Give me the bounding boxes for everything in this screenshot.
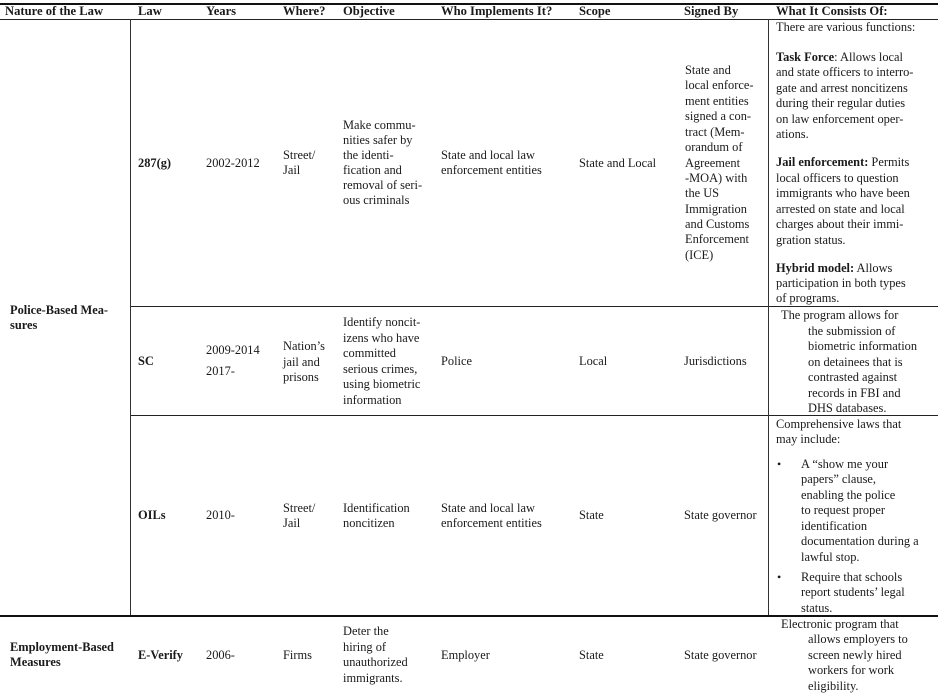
law-everify: E-Verify (138, 648, 183, 662)
hybrid-model-text: Allows (854, 261, 893, 275)
consists-sc: The program allows for (781, 308, 899, 322)
objective-everify: Deter the (343, 624, 389, 638)
where-287g: Jail (283, 163, 301, 177)
task-force-term: Task Force (776, 50, 835, 64)
consists-sc: contrasted against (808, 370, 898, 384)
group-label-employment: Measures (10, 655, 61, 669)
header-where: Where? (283, 4, 326, 18)
consists-oils-bullet1: to request proper (801, 503, 885, 517)
objective-sc: using biometric (343, 377, 421, 391)
who-oils: State and local law (441, 501, 535, 515)
objective-287g: the identi- (343, 148, 394, 162)
consists-oils-intro: Comprehensive laws that (776, 417, 902, 431)
where-sc: Nation’s (283, 339, 325, 353)
signed-287g: ment entities (685, 94, 749, 108)
signed-287g: orandum of (685, 140, 743, 154)
signed-287g: tract (Mem- (685, 125, 745, 139)
header-law: Law (138, 4, 162, 18)
consists-287g-intro: There are various functions: (776, 20, 916, 34)
consists-287g-task: and state officers to interro- (776, 65, 914, 79)
consists-287g-hybrid: participation in both types (776, 276, 906, 290)
consists-287g-task: on law enforcement oper- (776, 112, 904, 126)
header-scope: Scope (579, 4, 611, 18)
objective-287g: Make commu- (343, 118, 416, 132)
header-objective: Objective (343, 4, 395, 18)
scope-oils: State (579, 508, 604, 522)
objective-287g: removal of seri- (343, 178, 423, 192)
consists-everify: Electronic program that (781, 617, 899, 631)
consists-287g-task: gate and arrest noncitizens (776, 81, 908, 95)
consists-everify: screen newly hired (808, 648, 902, 662)
consists-everify: allows employers to (808, 632, 908, 646)
objective-sc: izens who have (343, 331, 420, 345)
objective-287g: ous criminals (343, 193, 410, 207)
who-287g: State and local law (441, 148, 535, 162)
objective-sc: information (343, 393, 402, 407)
signed-287g: Enforcement (685, 232, 749, 246)
years-sc: 2009-2014 (206, 343, 260, 357)
group-label-police: Police-Based Mea- (10, 303, 109, 317)
column-divider-consists (768, 19, 769, 615)
consists-287g-task (776, 50, 903, 65)
signed-287g: State and (685, 63, 731, 77)
objective-sc: committed (343, 346, 396, 360)
years-sc: 2017- (206, 364, 235, 378)
signed-287g: Agreement (685, 156, 741, 170)
consists-287g-hybrid (776, 261, 892, 276)
who-everify: Employer (441, 648, 490, 662)
bullet-icon: • (777, 457, 782, 471)
task-force-text: : Allows local (834, 50, 904, 64)
consists-sc: DHS databases. (808, 401, 887, 415)
header-consists: What It Consists Of: (776, 4, 888, 18)
hybrid-model-term: Hybrid model: (776, 261, 855, 275)
objective-everify: immigrants. (343, 671, 403, 685)
years-287g: 2002-2012 (206, 156, 260, 170)
header-who: Who Implements It? (441, 4, 553, 18)
objective-oils: noncitizen (343, 516, 395, 530)
header-nature: Nature of the Law (5, 4, 104, 18)
scope-everify: State (579, 648, 604, 662)
consists-oils-bullet2: status. (801, 601, 833, 615)
group-label-police: sures (10, 318, 38, 332)
objective-sc: serious crimes, (343, 362, 418, 376)
consists-287g-jail: charges about their immi- (776, 217, 904, 231)
where-oils: Street/ (283, 501, 316, 515)
objective-everify: unauthorized (343, 655, 408, 669)
signed-287g: and Customs (685, 217, 750, 231)
law-287g: 287(g) (138, 156, 172, 170)
years-oils: 2010- (206, 508, 235, 522)
consists-287g-jail: arrested on state and local (776, 202, 905, 216)
signed-sc: Jurisdictions (684, 354, 747, 368)
consists-287g-task: ations. (776, 127, 809, 141)
objective-287g: nities safer by (343, 133, 413, 147)
signed-287g: local enforce- (685, 78, 754, 92)
consists-sc: biometric information (808, 339, 918, 353)
who-287g: enforcement entities (441, 163, 542, 177)
consists-oils-bullet2: Require that schools (801, 570, 903, 584)
law-oils: OILs (138, 508, 166, 522)
consists-everify: workers for work (808, 663, 895, 677)
signed-287g: -MOA) with (685, 171, 748, 185)
law-sc: SC (138, 354, 154, 368)
objective-287g: fication and (343, 163, 402, 177)
consists-sc: records in FBI and (808, 386, 901, 400)
consists-287g-jail: immigrants who have been (776, 186, 910, 200)
header-years: Years (206, 4, 237, 18)
consists-287g-jail (776, 155, 909, 170)
header-signed: Signed By (684, 4, 739, 18)
consists-oils-intro: may include: (776, 432, 841, 446)
jail-enforcement-term: Jail enforcement: (776, 155, 869, 169)
consists-oils-bullet1: enabling the police (801, 488, 896, 502)
objective-oils: Identification (343, 501, 410, 515)
consists-oils-bullet2: report students’ legal (801, 585, 905, 599)
objective-sc: Identify noncit- (343, 315, 421, 329)
signed-oils: State governor (684, 508, 757, 522)
objective-everify: hiring of (343, 640, 387, 654)
consists-sc: the submission of (808, 324, 896, 338)
where-everify: Firms (283, 648, 312, 662)
bullet-icon: • (777, 570, 782, 584)
consists-oils-bullet1: lawful stop. (801, 550, 860, 564)
consists-oils-bullet1: papers” clause, (801, 472, 876, 486)
signed-287g: the US (685, 186, 720, 200)
scope-sc: Local (579, 354, 608, 368)
consists-oils-bullet1: documentation during a (801, 534, 919, 548)
where-oils: Jail (283, 516, 301, 530)
consists-287g-task: during their regular duties (776, 96, 906, 110)
signed-287g: signed a con- (685, 109, 752, 123)
signed-everify: State governor (684, 648, 757, 662)
where-sc: jail and (283, 355, 320, 369)
signed-287g: Immigration (685, 202, 747, 216)
consists-oils-bullet1: A “show me your (801, 457, 889, 471)
consists-everify: eligibility. (808, 679, 859, 693)
consists-oils-bullet1: identification (801, 519, 868, 533)
who-oils: enforcement entities (441, 516, 542, 530)
consists-287g-hybrid: of programs. (776, 291, 840, 305)
consists-sc: on detainees that is (808, 355, 903, 369)
signed-287g: (ICE) (685, 248, 714, 262)
where-sc: prisons (283, 370, 319, 384)
jail-enforcement-text: Permits (868, 155, 910, 169)
column-divider-nature (130, 19, 131, 615)
consists-287g-jail: gration status. (776, 233, 846, 247)
where-287g: Street/ (283, 148, 316, 162)
group-label-employment: Employment-Based (10, 640, 114, 654)
who-sc: Police (441, 354, 472, 368)
scope-287g: State and Local (579, 156, 657, 170)
years-everify: 2006- (206, 648, 235, 662)
consists-287g-jail: local officers to question (776, 171, 899, 185)
